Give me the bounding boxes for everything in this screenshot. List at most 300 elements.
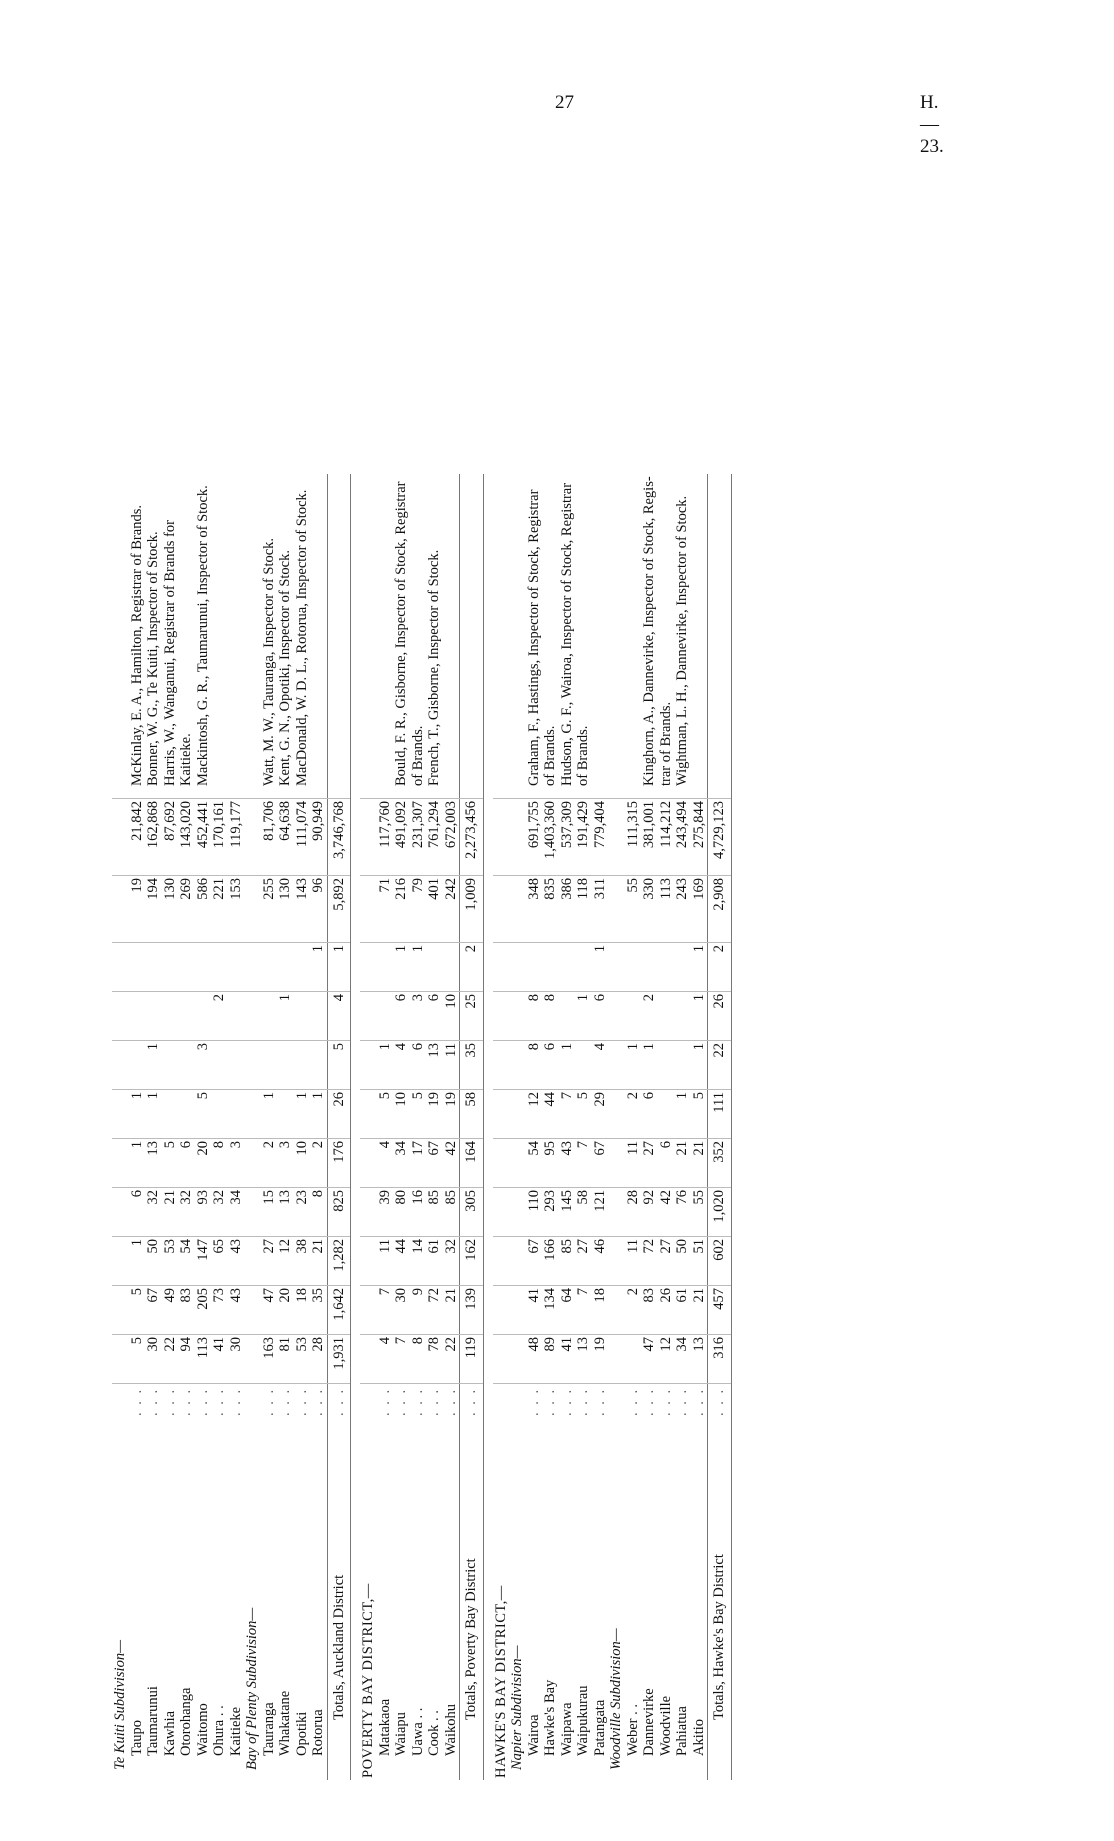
value-cell: 93 — [195, 1188, 212, 1237]
remarks-cell: of Brands. — [410, 474, 427, 798]
locality-name: Waikohu — [442, 1704, 459, 1756]
locality-name: Ohura . . — [211, 1705, 227, 1756]
totals-row — [460, 474, 484, 1780]
spacer-row — [731, 474, 741, 1780]
value-cell: 48 — [526, 1335, 543, 1384]
remarks-cell: Bould, F. R., Gisborne, Inspector of Stock, Registrar — [393, 474, 410, 798]
remarks-cell: McKinlay, E. A., Hamilton, Registrar of Brands. — [129, 474, 146, 798]
value-cell: 76 — [674, 1188, 691, 1237]
table-row — [443, 474, 460, 1780]
value-cell: 5 — [691, 1090, 708, 1139]
document-reference: H.—23. — [920, 92, 944, 157]
value-cell: 1 — [674, 1090, 691, 1139]
value-cell: 35 — [460, 1041, 484, 1090]
leader-dots: . . . — [227, 1387, 244, 1416]
leader-dots: . . . — [442, 1387, 459, 1416]
value-cell: 81,706 — [261, 799, 278, 876]
value-cell: 89 — [542, 1335, 559, 1384]
leader-dots: . . . — [260, 1387, 277, 1416]
remarks-cell — [625, 474, 642, 798]
subdivision-heading-row — [608, 474, 625, 1780]
value-cell — [575, 943, 592, 992]
value-cell: 134 — [542, 1286, 559, 1335]
value-cell — [377, 992, 394, 1041]
value-cell: 25 — [460, 992, 484, 1041]
locality-name: Taupo — [128, 1719, 145, 1756]
table-row — [228, 474, 245, 1780]
rotated-table-frame — [112, 139, 1026, 1780]
empty-cell — [493, 992, 510, 1041]
value-cell: 30 — [145, 1335, 162, 1384]
value-cell: 64,638 — [277, 799, 294, 876]
remarks-cell — [708, 474, 732, 798]
value-cell: 55 — [691, 1188, 708, 1237]
value-cell: 2 — [625, 1090, 642, 1139]
value-cell: 64 — [559, 1286, 576, 1335]
locality-name: Kawhia — [161, 1710, 178, 1756]
value-cell — [129, 1041, 146, 1090]
empty-cell — [493, 799, 510, 876]
table-row — [658, 474, 675, 1780]
locality-name: Woodville — [657, 1695, 674, 1756]
leader-dots: . . . — [178, 1387, 194, 1416]
value-cell: 46 — [592, 1237, 609, 1286]
locality-name: Whakatane — [277, 1690, 293, 1756]
table-row — [575, 474, 592, 1780]
value-cell: 4 — [327, 992, 351, 1041]
value-cell: 72 — [426, 1286, 443, 1335]
value-cell: 825 — [327, 1188, 351, 1237]
value-cell: 170,161 — [211, 799, 228, 876]
value-cell: 27 — [575, 1237, 592, 1286]
value-cell: 4 — [377, 1139, 394, 1188]
value-cell — [310, 1041, 327, 1090]
value-cell: 1 — [691, 992, 708, 1041]
value-cell — [195, 943, 212, 992]
spacer-row — [351, 474, 361, 1780]
value-cell: 130 — [277, 876, 294, 943]
value-cell — [658, 1090, 675, 1139]
locality-name: Uawa . . — [409, 1707, 426, 1756]
remarks-cell — [460, 474, 484, 798]
value-cell: 491,092 — [393, 799, 410, 876]
value-cell: 67 — [592, 1139, 609, 1188]
value-cell: 65 — [211, 1237, 228, 1286]
value-cell: 21,842 — [129, 799, 146, 876]
value-cell: 44 — [542, 1090, 559, 1139]
value-cell: 2 — [625, 1286, 642, 1335]
empty-cell — [360, 1188, 377, 1237]
empty-cell — [244, 876, 261, 943]
value-cell: 47 — [261, 1286, 278, 1335]
value-cell: 1 — [294, 1090, 311, 1139]
value-cell: 401 — [426, 876, 443, 943]
value-cell: 1 — [559, 1041, 576, 1090]
subdivision-heading: Te Kuiti Subdivision— — [112, 1640, 128, 1770]
table-row — [195, 474, 212, 1780]
table-row — [410, 474, 427, 1780]
leader-dots: . . . — [708, 1384, 732, 1419]
table-row — [426, 474, 443, 1780]
value-cell: 5 — [410, 1090, 427, 1139]
empty-cell — [509, 1090, 526, 1139]
value-cell — [277, 943, 294, 992]
value-cell: 242 — [443, 876, 460, 943]
value-cell: 1 — [129, 1139, 146, 1188]
remarks-cell — [327, 474, 351, 798]
value-cell: 330 — [641, 876, 658, 943]
empty-cell — [360, 1286, 377, 1335]
empty-cell — [112, 799, 129, 876]
value-cell: 145 — [559, 1188, 576, 1237]
value-cell: 54 — [178, 1237, 195, 1286]
leader-dots: . . . — [641, 1387, 657, 1416]
value-cell: 348 — [526, 876, 543, 943]
value-cell: 53 — [162, 1237, 179, 1286]
locality-name: Waipawa — [558, 1702, 575, 1756]
leader-dots: . . . — [211, 1387, 227, 1416]
value-cell: 32 — [178, 1188, 195, 1237]
value-cell: 2,908 — [708, 876, 732, 943]
remarks-cell: Kinghorn, A., Dannevirke, Inspector of Stock, Regis- — [641, 474, 658, 798]
value-cell: 7 — [559, 1090, 576, 1139]
value-cell — [526, 943, 543, 992]
value-cell: 73 — [211, 1286, 228, 1335]
value-cell: 1,020 — [708, 1188, 732, 1237]
value-cell: 113 — [195, 1335, 212, 1384]
value-cell — [211, 943, 228, 992]
value-cell: 18 — [592, 1286, 609, 1335]
locality-name: Waiapu — [393, 1712, 409, 1756]
value-cell: 67 — [526, 1237, 543, 1286]
locality-name: Akitio — [690, 1718, 707, 1756]
value-cell — [162, 992, 179, 1041]
value-cell: 58 — [460, 1090, 484, 1139]
empty-cell — [608, 1090, 625, 1139]
value-cell: 114,212 — [658, 799, 675, 876]
locality-name: Matakaoa — [376, 1698, 393, 1756]
value-cell — [129, 992, 146, 1041]
table-row — [294, 474, 311, 1780]
leader-dots: . . . — [426, 1387, 442, 1416]
value-cell: 166 — [542, 1237, 559, 1286]
table-row — [277, 474, 294, 1780]
value-cell: 14 — [410, 1237, 427, 1286]
empty-cell — [493, 876, 510, 943]
remarks-cell — [691, 474, 708, 798]
value-cell: 316 — [708, 1335, 732, 1384]
remarks-cell — [112, 474, 129, 798]
value-cell: 7 — [377, 1286, 394, 1335]
value-cell: 205 — [195, 1286, 212, 1335]
value-cell: 111 — [708, 1090, 732, 1139]
value-cell: 1,931 — [327, 1335, 351, 1384]
totals-label: Totals, Auckland District — [327, 1418, 351, 1780]
empty-cell — [244, 1237, 261, 1286]
value-cell: 21 — [691, 1139, 708, 1188]
remarks-cell — [493, 474, 510, 798]
empty-cell — [509, 992, 526, 1041]
value-cell: 26 — [327, 1090, 351, 1139]
value-cell: 42 — [658, 1188, 675, 1237]
value-cell: 12 — [658, 1335, 675, 1384]
value-cell — [658, 943, 675, 992]
value-cell: 49 — [162, 1286, 179, 1335]
subdivision-heading-row — [509, 474, 526, 1780]
value-cell — [310, 992, 327, 1041]
leader-dots: . . . — [310, 1387, 326, 1416]
value-cell: 305 — [460, 1188, 484, 1237]
value-cell: 6 — [658, 1139, 675, 1188]
empty-cell — [493, 943, 510, 992]
empty-cell — [509, 1335, 526, 1384]
empty-cell — [493, 1237, 510, 1286]
value-cell: 2 — [211, 992, 228, 1041]
value-cell: 143,020 — [178, 799, 195, 876]
value-cell: 1 — [410, 943, 427, 992]
value-cell: 19 — [129, 876, 146, 943]
value-cell: 293 — [542, 1188, 559, 1237]
value-cell: 21 — [691, 1286, 708, 1335]
district-heading-row — [360, 474, 377, 1780]
value-cell: 27 — [641, 1139, 658, 1188]
remarks-cell — [509, 474, 526, 798]
value-cell: 27 — [658, 1237, 675, 1286]
leader-dots: . . . — [161, 1387, 178, 1416]
value-cell: 32 — [443, 1237, 460, 1286]
value-cell: 1 — [691, 1041, 708, 1090]
value-cell: 1 — [393, 943, 410, 992]
locality-name: Kaitieke — [227, 1706, 244, 1756]
value-cell: 3,746,768 — [327, 799, 351, 876]
value-cell — [559, 943, 576, 992]
leader-dots: . . . — [293, 1387, 310, 1416]
value-cell: 13 — [277, 1188, 294, 1237]
value-cell: 835 — [542, 876, 559, 943]
table-row — [211, 474, 228, 1780]
value-cell: 1 — [377, 1041, 394, 1090]
value-cell — [625, 1335, 642, 1384]
value-cell: 216 — [393, 876, 410, 943]
empty-cell — [112, 1139, 129, 1188]
value-cell: 4 — [377, 1335, 394, 1384]
empty-cell — [608, 1139, 625, 1188]
value-cell — [559, 992, 576, 1041]
empty-cell — [112, 1335, 129, 1384]
leader-dots: . . . — [277, 1387, 293, 1416]
locality-name: Taumarunui — [145, 1686, 161, 1756]
leader-dots: . . . — [327, 1384, 351, 1419]
locality-name: Wairoa — [525, 1714, 542, 1756]
value-cell — [443, 943, 460, 992]
table-row — [162, 474, 179, 1780]
value-cell: 96 — [310, 876, 327, 943]
value-cell: 92 — [641, 1188, 658, 1237]
value-cell: 1 — [327, 943, 351, 992]
value-cell: 8 — [310, 1188, 327, 1237]
totals-label: Totals, Poverty Bay District — [460, 1418, 484, 1780]
locality-name: Pahiatua — [674, 1706, 690, 1756]
value-cell — [625, 943, 642, 992]
value-cell — [162, 1041, 179, 1090]
empty-cell — [360, 1041, 377, 1090]
value-cell: 5 — [575, 1090, 592, 1139]
value-cell: 162 — [460, 1237, 484, 1286]
remarks-cell: Watt, M. W., Tauranga, Inspector of Stock. — [261, 474, 278, 798]
value-cell: 22 — [708, 1041, 732, 1090]
value-cell: 143 — [294, 876, 311, 943]
value-cell — [294, 943, 311, 992]
value-cell — [377, 943, 394, 992]
value-cell: 7 — [575, 1139, 592, 1188]
empty-cell — [244, 1335, 261, 1384]
empty-cell — [360, 799, 377, 876]
value-cell: 43 — [228, 1286, 245, 1335]
value-cell: 3 — [195, 1041, 212, 1090]
value-cell: 1,403,360 — [542, 799, 559, 876]
value-cell: 26 — [658, 1286, 675, 1335]
value-cell: 111,315 — [625, 799, 642, 876]
empty-cell — [509, 943, 526, 992]
value-cell — [178, 1041, 195, 1090]
remarks-cell: trar of Brands. — [658, 474, 675, 798]
value-cell: 41 — [211, 1335, 228, 1384]
remarks-cell: Graham, F., Hastings, Inspector of Stock, Registrar — [526, 474, 543, 798]
value-cell: 119 — [460, 1335, 484, 1384]
value-cell: 19 — [426, 1090, 443, 1139]
value-cell: 55 — [625, 876, 642, 943]
value-cell: 35 — [310, 1286, 327, 1335]
value-cell — [641, 943, 658, 992]
empty-cell — [608, 1188, 625, 1237]
value-cell — [211, 1041, 228, 1090]
value-cell: 10 — [393, 1090, 410, 1139]
value-cell: 83 — [641, 1286, 658, 1335]
remarks-cell: French, T., Gisborne, Inspector of Stock. — [426, 474, 443, 798]
value-cell: 586 — [195, 876, 212, 943]
value-cell: 1,642 — [327, 1286, 351, 1335]
value-cell — [178, 992, 195, 1041]
remarks-cell: Harris, W., Wanganui, Registrar of Brands for — [162, 474, 179, 798]
table-row — [261, 474, 278, 1780]
value-cell — [162, 1090, 179, 1139]
value-cell: 1 — [641, 1041, 658, 1090]
value-cell: 11 — [443, 1041, 460, 1090]
spacer-row — [483, 474, 493, 1780]
totals-row — [327, 474, 351, 1780]
value-cell: 602 — [708, 1237, 732, 1286]
value-cell: 18 — [294, 1286, 311, 1335]
leader-dots: . . . — [525, 1387, 542, 1416]
value-cell: 311 — [592, 876, 609, 943]
empty-cell — [244, 1188, 261, 1237]
value-cell: 67 — [426, 1139, 443, 1188]
remarks-cell: of Brands. — [542, 474, 559, 798]
value-cell: 41 — [559, 1335, 576, 1384]
value-cell: 352 — [708, 1139, 732, 1188]
value-cell: 10 — [294, 1139, 311, 1188]
value-cell: 6 — [426, 992, 443, 1041]
value-cell: 1 — [592, 943, 609, 992]
value-cell: 118 — [575, 876, 592, 943]
value-cell: 1,009 — [460, 876, 484, 943]
leader-dots: . . . — [558, 1387, 575, 1416]
leader-dots: . . . — [460, 1384, 484, 1419]
empty-cell — [493, 1139, 510, 1188]
empty-cell — [112, 1286, 129, 1335]
value-cell — [261, 943, 278, 992]
remarks-cell — [310, 474, 327, 798]
table-row — [145, 474, 162, 1780]
remarks-cell — [360, 474, 377, 798]
value-cell: 51 — [691, 1237, 708, 1286]
spacer-cell — [483, 474, 493, 1780]
value-cell: 1 — [575, 992, 592, 1041]
table-row — [393, 474, 410, 1780]
empty-cell — [493, 1041, 510, 1090]
value-cell — [277, 1090, 294, 1139]
table-row — [641, 474, 658, 1780]
empty-cell — [608, 1286, 625, 1335]
value-cell: 243 — [674, 876, 691, 943]
value-cell: 381,001 — [641, 799, 658, 876]
value-cell: 78 — [426, 1335, 443, 1384]
subdivision-heading: Bay of Plenty Subdivision— — [244, 1607, 260, 1770]
empty-cell — [360, 876, 377, 943]
empty-cell — [112, 992, 129, 1041]
value-cell: 4 — [592, 1041, 609, 1090]
remarks-cell: MacDonald, W. D. L., Rotorua, Inspector of Stock. — [294, 474, 311, 798]
leader-dots: . . . — [145, 1387, 161, 1416]
table-row — [559, 474, 576, 1780]
table-row — [310, 474, 327, 1780]
locality-name: Waitomo — [194, 1703, 211, 1756]
value-cell — [228, 1041, 245, 1090]
value-cell: 17 — [410, 1139, 427, 1188]
value-cell — [294, 1041, 311, 1090]
value-cell — [145, 992, 162, 1041]
leader-dots: . . . — [542, 1387, 558, 1416]
value-cell: 21 — [674, 1139, 691, 1188]
empty-cell — [509, 876, 526, 943]
empty-cell — [112, 1237, 129, 1286]
empty-cell — [360, 1335, 377, 1384]
value-cell: 5 — [129, 1286, 146, 1335]
value-cell: 191,429 — [575, 799, 592, 876]
stock-returns-table — [112, 474, 741, 1780]
value-cell: 147 — [195, 1237, 212, 1286]
value-cell: 5 — [162, 1139, 179, 1188]
value-cell: 13 — [575, 1335, 592, 1384]
empty-cell — [608, 992, 625, 1041]
empty-cell — [244, 799, 261, 876]
value-cell: 32 — [145, 1188, 162, 1237]
empty-cell — [509, 1286, 526, 1335]
value-cell: 110 — [526, 1188, 543, 1237]
value-cell: 30 — [228, 1335, 245, 1384]
locality-name: Waipukurau — [575, 1685, 591, 1756]
value-cell: 8 — [542, 992, 559, 1041]
value-cell: 8 — [526, 1041, 543, 1090]
empty-cell — [493, 1090, 510, 1139]
value-cell: 19 — [592, 1335, 609, 1384]
empty-cell — [509, 1237, 526, 1286]
value-cell: 164 — [460, 1139, 484, 1188]
subdivision-heading-row — [244, 474, 261, 1780]
spacer-cell — [731, 474, 741, 1780]
empty-cell — [244, 943, 261, 992]
value-cell: 11 — [625, 1237, 642, 1286]
